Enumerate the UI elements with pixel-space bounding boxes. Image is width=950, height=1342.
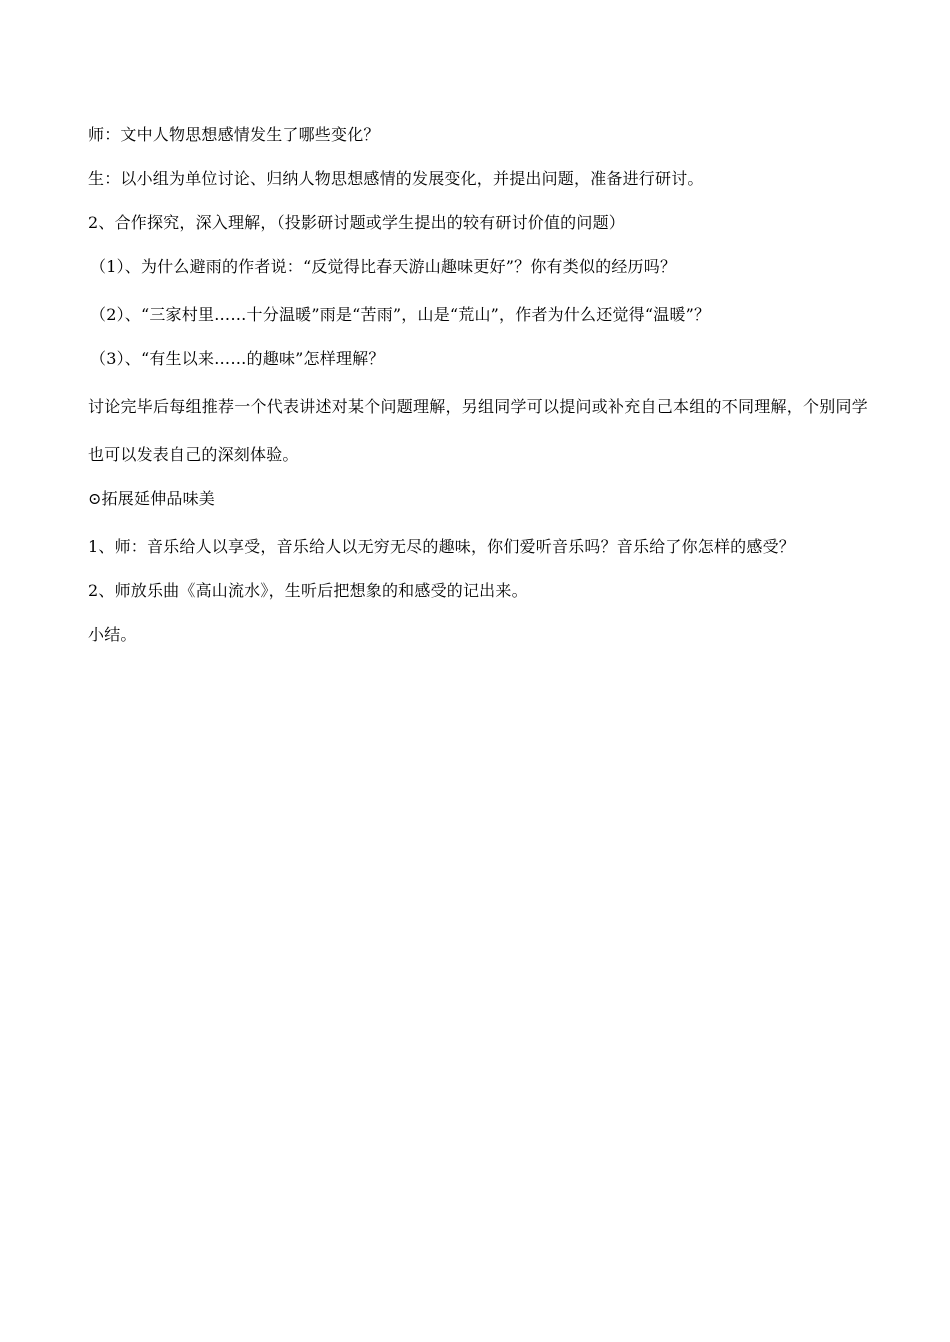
paragraph-music-question: 1、师：音乐给人以享受，音乐给人以无穷无尽的趣味，你们爱听音乐吗？音乐给了你怎样的感受？ (88, 537, 795, 556)
paragraph-teacher-question: 师：文中人物思想感情发生了哪些变化？ (88, 125, 380, 144)
question-3: （3）、“有生以来……的趣味”怎样理解？ (90, 349, 385, 368)
paragraph-summary: 小结。 (88, 625, 137, 644)
document-body (88, 124, 868, 646)
section-heading-extension: ⊙拓展延伸品味美 (88, 489, 216, 508)
question-2: （2）、“三家村里……十分温暖”雨是“苦雨”，山是“荒山”，作者为什么还觉得“温暖”？ (90, 305, 711, 324)
paragraph-student-discussion: 生：以小组为单位讨论、归纳人物思想感情的发展变化，并提出问题，准备进行研讨。 (88, 169, 704, 188)
question-1: （1）、为什么避雨的作者说：“反觉得比春天游山趣味更好”？你有类似的经历吗？ (90, 257, 677, 276)
paragraph-play-music: 2、师放乐曲《高山流水》，生听后把想象的和感受的记出来。 (88, 581, 528, 600)
paragraph-cooperative-inquiry: 2、合作探究，深入理解，（投影研讨题或学生提出的较有研讨价值的问题） (88, 213, 625, 232)
paragraph-group-presentation: 讨论完毕后每组推荐一个代表讲述对某个问题理解，另组同学可以提问或补充自己本组的不同理解，个别同学也可以发表自己的深刻体验。 (88, 397, 868, 464)
